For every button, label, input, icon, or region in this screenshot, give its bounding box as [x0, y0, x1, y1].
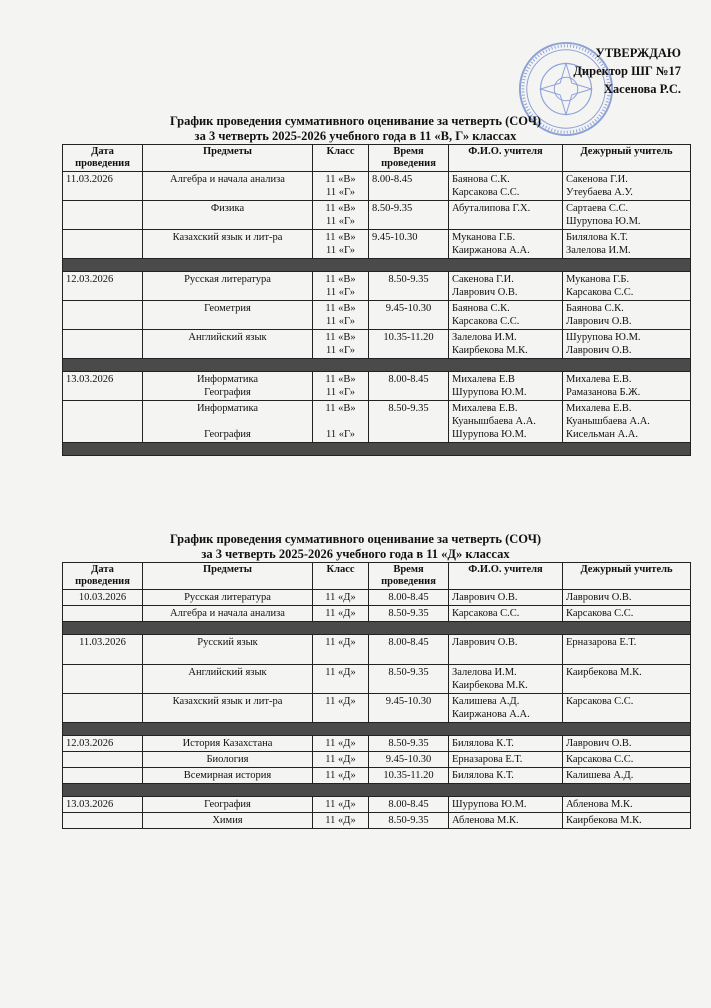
header-class: Класс — [313, 563, 369, 590]
row-subject: Английский язык — [143, 330, 313, 359]
row-date — [63, 665, 143, 694]
header-date: Дата проведения — [63, 145, 143, 172]
row-class: 11 «В» 11 «Г» — [313, 372, 369, 401]
row-time: 10.35-11.20 — [369, 768, 449, 784]
row-teacher: Лаврович О.В. — [449, 635, 563, 665]
row-date: 10.03.2026 — [63, 590, 143, 606]
row-date: 13.03.2026 — [63, 372, 143, 401]
table-row — [63, 813, 691, 829]
row-teacher: Михалева Е.В. Куанышбаева А.А. Шурупова Ю.М. — [449, 401, 563, 443]
row-class: 11 «Д» — [313, 813, 369, 829]
table-row — [63, 372, 691, 401]
row-class: 11 «Д» — [313, 606, 369, 622]
row-time: 9.45-10.30 — [369, 301, 449, 330]
table-row — [63, 330, 691, 359]
row-class: 11 «В» 11 «Г» — [313, 272, 369, 301]
row-date — [63, 230, 143, 259]
row-date: 11.03.2026 — [63, 172, 143, 201]
row-date — [63, 694, 143, 723]
row-time: 8.00-8.45 — [369, 590, 449, 606]
table-row — [63, 201, 691, 230]
header-teacher: Ф.И.О. учителя — [449, 145, 563, 172]
table1-title-line1: График проведения суммативного оценивание за четверть (СОЧ) — [169, 114, 542, 128]
approval-heading: УТВЕРЖДАЮ — [595, 46, 681, 60]
row-subject: Всемирная история — [143, 768, 313, 784]
header-duty: Дежурный учитель — [563, 145, 691, 172]
table-row — [63, 665, 691, 694]
row-date — [63, 401, 143, 443]
row-date: 11.03.2026 — [63, 635, 143, 665]
table-row — [63, 272, 691, 301]
row-time: 8.50-9.35 — [369, 606, 449, 622]
table-row — [63, 768, 691, 784]
table1-title-line2: за 3 четверть 2025-2026 учебного года в 11 «В, Г» классах — [194, 129, 517, 143]
row-class: 11 «Д» — [313, 590, 369, 606]
row-teacher: Билялова К.Т. — [449, 768, 563, 784]
table2-title — [0, 532, 711, 562]
table1-title — [0, 114, 711, 144]
row-teacher: Баянова С.К. Карсакова С.С. — [449, 301, 563, 330]
table-row — [63, 752, 691, 768]
row-date — [63, 330, 143, 359]
table-row — [63, 401, 691, 443]
row-duty: Лаврович О.В. — [563, 736, 691, 752]
row-date — [63, 301, 143, 330]
row-subject: Русский язык — [143, 635, 313, 665]
row-subject: Казахский язык и лит-ра — [143, 230, 313, 259]
row-duty: Сартаева С.С. Шурупова Ю.М. — [563, 201, 691, 230]
row-class: 11 «Д» — [313, 752, 369, 768]
day-separator — [63, 784, 691, 797]
row-teacher: Карсакова С.С. — [449, 606, 563, 622]
header-subjects: Предметы — [143, 145, 313, 172]
row-time: 8.50-9.35 — [369, 736, 449, 752]
row-duty: Муканова Г.Б. Карсакова С.С. — [563, 272, 691, 301]
row-time: 9.45-10.30 — [369, 752, 449, 768]
row-teacher: Баянова С.К. Карсакова С.С. — [449, 172, 563, 201]
row-class: 11 «Д» — [313, 797, 369, 813]
table-row — [63, 736, 691, 752]
header-time: Время проведения — [369, 145, 449, 172]
day-separator — [63, 259, 691, 272]
row-class: 11 «Д» — [313, 635, 369, 665]
row-time: 9.45-10.30 — [369, 694, 449, 723]
approval-position: Директор ШГ №17 — [573, 64, 681, 78]
row-class: 11 «В» 11 «Г» — [313, 201, 369, 230]
row-date — [63, 768, 143, 784]
row-time: 8.50-9.35 — [369, 665, 449, 694]
table-row — [63, 230, 691, 259]
approval-name: Хасенова Р.С. — [603, 82, 681, 96]
row-class: 11 «Д» — [313, 736, 369, 752]
row-teacher: Шурупова Ю.М. — [449, 797, 563, 813]
row-subject: Информатика География — [143, 401, 313, 443]
row-duty: Калишева А.Д. — [563, 768, 691, 784]
row-duty: Карсакова С.С. — [563, 752, 691, 768]
row-teacher: Абленова М.К. — [449, 813, 563, 829]
row-time: 8.00-8.45 — [369, 172, 449, 201]
row-duty: Каирбекова М.К. — [563, 813, 691, 829]
table-header-row — [63, 563, 691, 590]
table-header-row — [63, 145, 691, 172]
table-row — [63, 797, 691, 813]
row-subject: Информатика География — [143, 372, 313, 401]
row-teacher: Муканова Г.Б. Каиржанова А.А. — [449, 230, 563, 259]
header-teacher: Ф.И.О. учителя — [449, 563, 563, 590]
row-duty: Баянова С.К. Лаврович О.В. — [563, 301, 691, 330]
row-class: 11 «В» 11 «Г» — [313, 172, 369, 201]
row-subject: Казахский язык и лит-ра — [143, 694, 313, 723]
row-duty: Сакенова Г.И. Утеубаева А.У. — [563, 172, 691, 201]
row-class: 11 «В» 11 «Г» — [313, 330, 369, 359]
row-teacher: Лаврович О.В. — [449, 590, 563, 606]
row-date — [63, 201, 143, 230]
day-separator — [63, 359, 691, 372]
row-teacher: Ерназарова Е.Т. — [449, 752, 563, 768]
row-class: 11 «Д» — [313, 694, 369, 723]
row-duty: Лаврович О.В. — [563, 590, 691, 606]
row-duty: Карсакова С.С. — [563, 694, 691, 723]
row-teacher: Залелова И.М. Каирбекова М.К. — [449, 665, 563, 694]
schedule-table-2 — [62, 562, 691, 829]
row-time: 8.50-9.35 — [369, 272, 449, 301]
row-teacher: Залелова И.М. Каирбекова М.К. — [449, 330, 563, 359]
row-date — [63, 606, 143, 622]
row-duty: Михалева Е.В. Рамазанова Б.Ж. — [563, 372, 691, 401]
row-duty: Карсакова С.С. — [563, 606, 691, 622]
row-subject: Физика — [143, 201, 313, 230]
row-subject: Русская литература — [143, 272, 313, 301]
row-duty: Михалева Е.В. Куанышбаева А.А. Кисельман А.А. — [563, 401, 691, 443]
day-separator — [63, 622, 691, 635]
row-time: 8.00-8.45 — [369, 797, 449, 813]
row-date — [63, 813, 143, 829]
row-duty: Абленова М.К. — [563, 797, 691, 813]
row-subject: Русская литература — [143, 590, 313, 606]
day-separator — [63, 723, 691, 736]
row-subject: Химия — [143, 813, 313, 829]
header-subjects: Предметы — [143, 563, 313, 590]
table-row — [63, 694, 691, 723]
row-class: 11 «Д» — [313, 768, 369, 784]
row-duty: Каирбекова М.К. — [563, 665, 691, 694]
row-date — [63, 752, 143, 768]
schedule-table-1 — [62, 144, 691, 456]
row-time: 10.35-11.20 — [369, 330, 449, 359]
row-subject: Геометрия — [143, 301, 313, 330]
row-time: 8.00-8.45 — [369, 635, 449, 665]
row-duty: Билялова К.Т. Залелова И.М. — [563, 230, 691, 259]
header-time: Время проведения — [369, 563, 449, 590]
row-class: 11 «Д» — [313, 665, 369, 694]
header-class: Класс — [313, 145, 369, 172]
row-time: 8.00-8.45 — [369, 372, 449, 401]
row-teacher: Михалева Е.В Шурупова Ю.М. — [449, 372, 563, 401]
row-date: 12.03.2026 — [63, 272, 143, 301]
row-teacher: Калишева А.Д. Каиржанова А.А. — [449, 694, 563, 723]
row-time: 8.50-9.35 — [369, 813, 449, 829]
row-subject: Алгебра и начала анализа — [143, 172, 313, 201]
row-time: 9.45-10.30 — [369, 230, 449, 259]
row-subject: Алгебра и начала анализа — [143, 606, 313, 622]
header-date: Дата проведения — [63, 563, 143, 590]
row-date: 13.03.2026 — [63, 797, 143, 813]
table-row — [63, 172, 691, 201]
row-time: 8.50-9.35 — [369, 201, 449, 230]
table2-title-line2: за 3 четверть 2025-2026 учебного года в 11 «Д» классах — [201, 547, 510, 561]
row-duty: Шурупова Ю.М. Лаврович О.В. — [563, 330, 691, 359]
table-row — [63, 606, 691, 622]
row-teacher: Сакенова Г.И. Лаврович О.В. — [449, 272, 563, 301]
table-row — [63, 590, 691, 606]
row-date: 12.03.2026 — [63, 736, 143, 752]
row-class: 11 «В» 11 «Г» — [313, 230, 369, 259]
row-time: 8.50-9.35 — [369, 401, 449, 443]
approval-block — [573, 44, 681, 98]
row-teacher: Абуталипова Г.Х. — [449, 201, 563, 230]
row-duty: Ерназарова Е.Т. — [563, 635, 691, 665]
table-row — [63, 635, 691, 665]
row-class: 11 «В» 11 «Г» — [313, 401, 369, 443]
header-duty: Дежурный учитель — [563, 563, 691, 590]
day-separator — [63, 443, 691, 456]
row-subject: История Казахстана — [143, 736, 313, 752]
row-teacher: Билялова К.Т. — [449, 736, 563, 752]
row-subject: Английский язык — [143, 665, 313, 694]
row-subject: География — [143, 797, 313, 813]
row-class: 11 «В» 11 «Г» — [313, 301, 369, 330]
table-row — [63, 301, 691, 330]
table2-title-line1: График проведения суммативного оценивание за четверть (СОЧ) — [169, 532, 542, 546]
row-subject: Биология — [143, 752, 313, 768]
